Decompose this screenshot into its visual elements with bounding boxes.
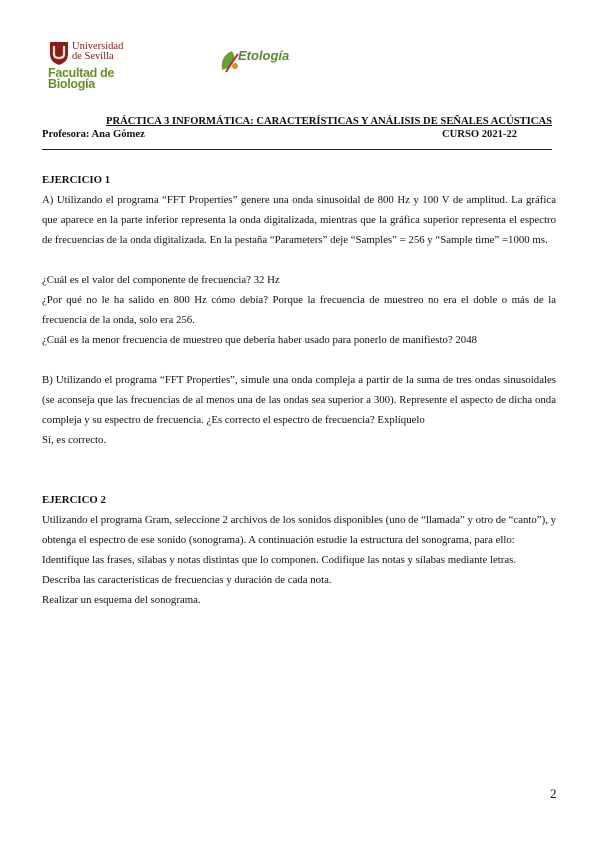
exercise-2-intro: Utilizando el programa Gram, seleccione 2 archivos de los sonidos disponibles (uno de “llamada” y otro de “canto”), y obtenga el espectro de ese sonido (sonograma). A continuación estudie la estructura del sonograma, para ello: bbox=[42, 514, 556, 546]
exercise-2-item-1: Identifique las frases, sílabas y notas distintas que lo componen. Codifique las notas y sílabas mediante letras. bbox=[42, 554, 517, 566]
professor-label: Profesora: Ana Gómez bbox=[42, 129, 145, 140]
etologia-name: Etología bbox=[238, 48, 290, 63]
answer-b: Sí, es correcto. bbox=[42, 434, 107, 446]
document-body bbox=[42, 170, 556, 610]
exercise-1-part-a: A) Utilizando el programa “FFT Properties” genere una onda sinusoidal de 800 Hz y 100 V de amplitud. La gráfica que aparece en la parte inferior representa la onda digitalizada, mientras que la gráfica superior representa el espectro de frecuencias de la onda digitalizada. En la pestaña “Parameters” deje “Samples” = 256 y “Sample time” =1000 ms. bbox=[42, 194, 556, 246]
question-3: ¿Cuál es la menor frecuencia de muestreo que debería haber usado para ponerlo de manifiesto? 2048 bbox=[42, 334, 477, 346]
question-2: ¿Por qué no le ha salido en 800 Hz cómo debía? Porque la frecuencia de muestreo no era el doble o más de la frecuencia de la onda, solo era 256. bbox=[42, 294, 556, 326]
faculty-name: Facultad de Biología bbox=[48, 66, 115, 91]
exercise-2-item-3: Realizar un esquema del sonograma. bbox=[42, 594, 201, 606]
course-label: CURSO 2021-22 bbox=[442, 129, 518, 140]
question-1: ¿Cuál es el valor del componente de frecuencia? 32 Hz bbox=[42, 274, 280, 286]
header-divider bbox=[42, 149, 552, 150]
exercise-1-part-b: B) Utilizando el programa “FFT Properties”, simule una onda compleja a partir de la suma de tres ondas sinusoidales (se aconseja que las frecuencias de al menos una de las ondas sea superior a 300). Represente el aspecto de dicha onda compleja y su espectro de frecuencia. ¿Es correcto el espectro de frecuencia? Explíquelo bbox=[42, 374, 556, 426]
university-shield-icon bbox=[48, 40, 70, 66]
university-name: Universidad de Sevilla bbox=[72, 41, 124, 62]
etologia-logo bbox=[218, 44, 298, 80]
exercise-2-heading: EJERCICO 2 bbox=[42, 494, 106, 506]
page-number: 2 bbox=[550, 786, 557, 801]
universidad-sevilla-logo bbox=[48, 38, 128, 94]
exercise-2-item-2: Describa las características de frecuencias y duración de cada nota. bbox=[42, 574, 332, 586]
exercise-1-heading: EJERCICIO 1 bbox=[42, 174, 111, 186]
page-title: PRÁCTICA 3 INFORMÁTICA: CARACTERÍSTICAS Y ANÁLISIS DE SEÑALES ACÚSTICAS bbox=[105, 116, 552, 127]
